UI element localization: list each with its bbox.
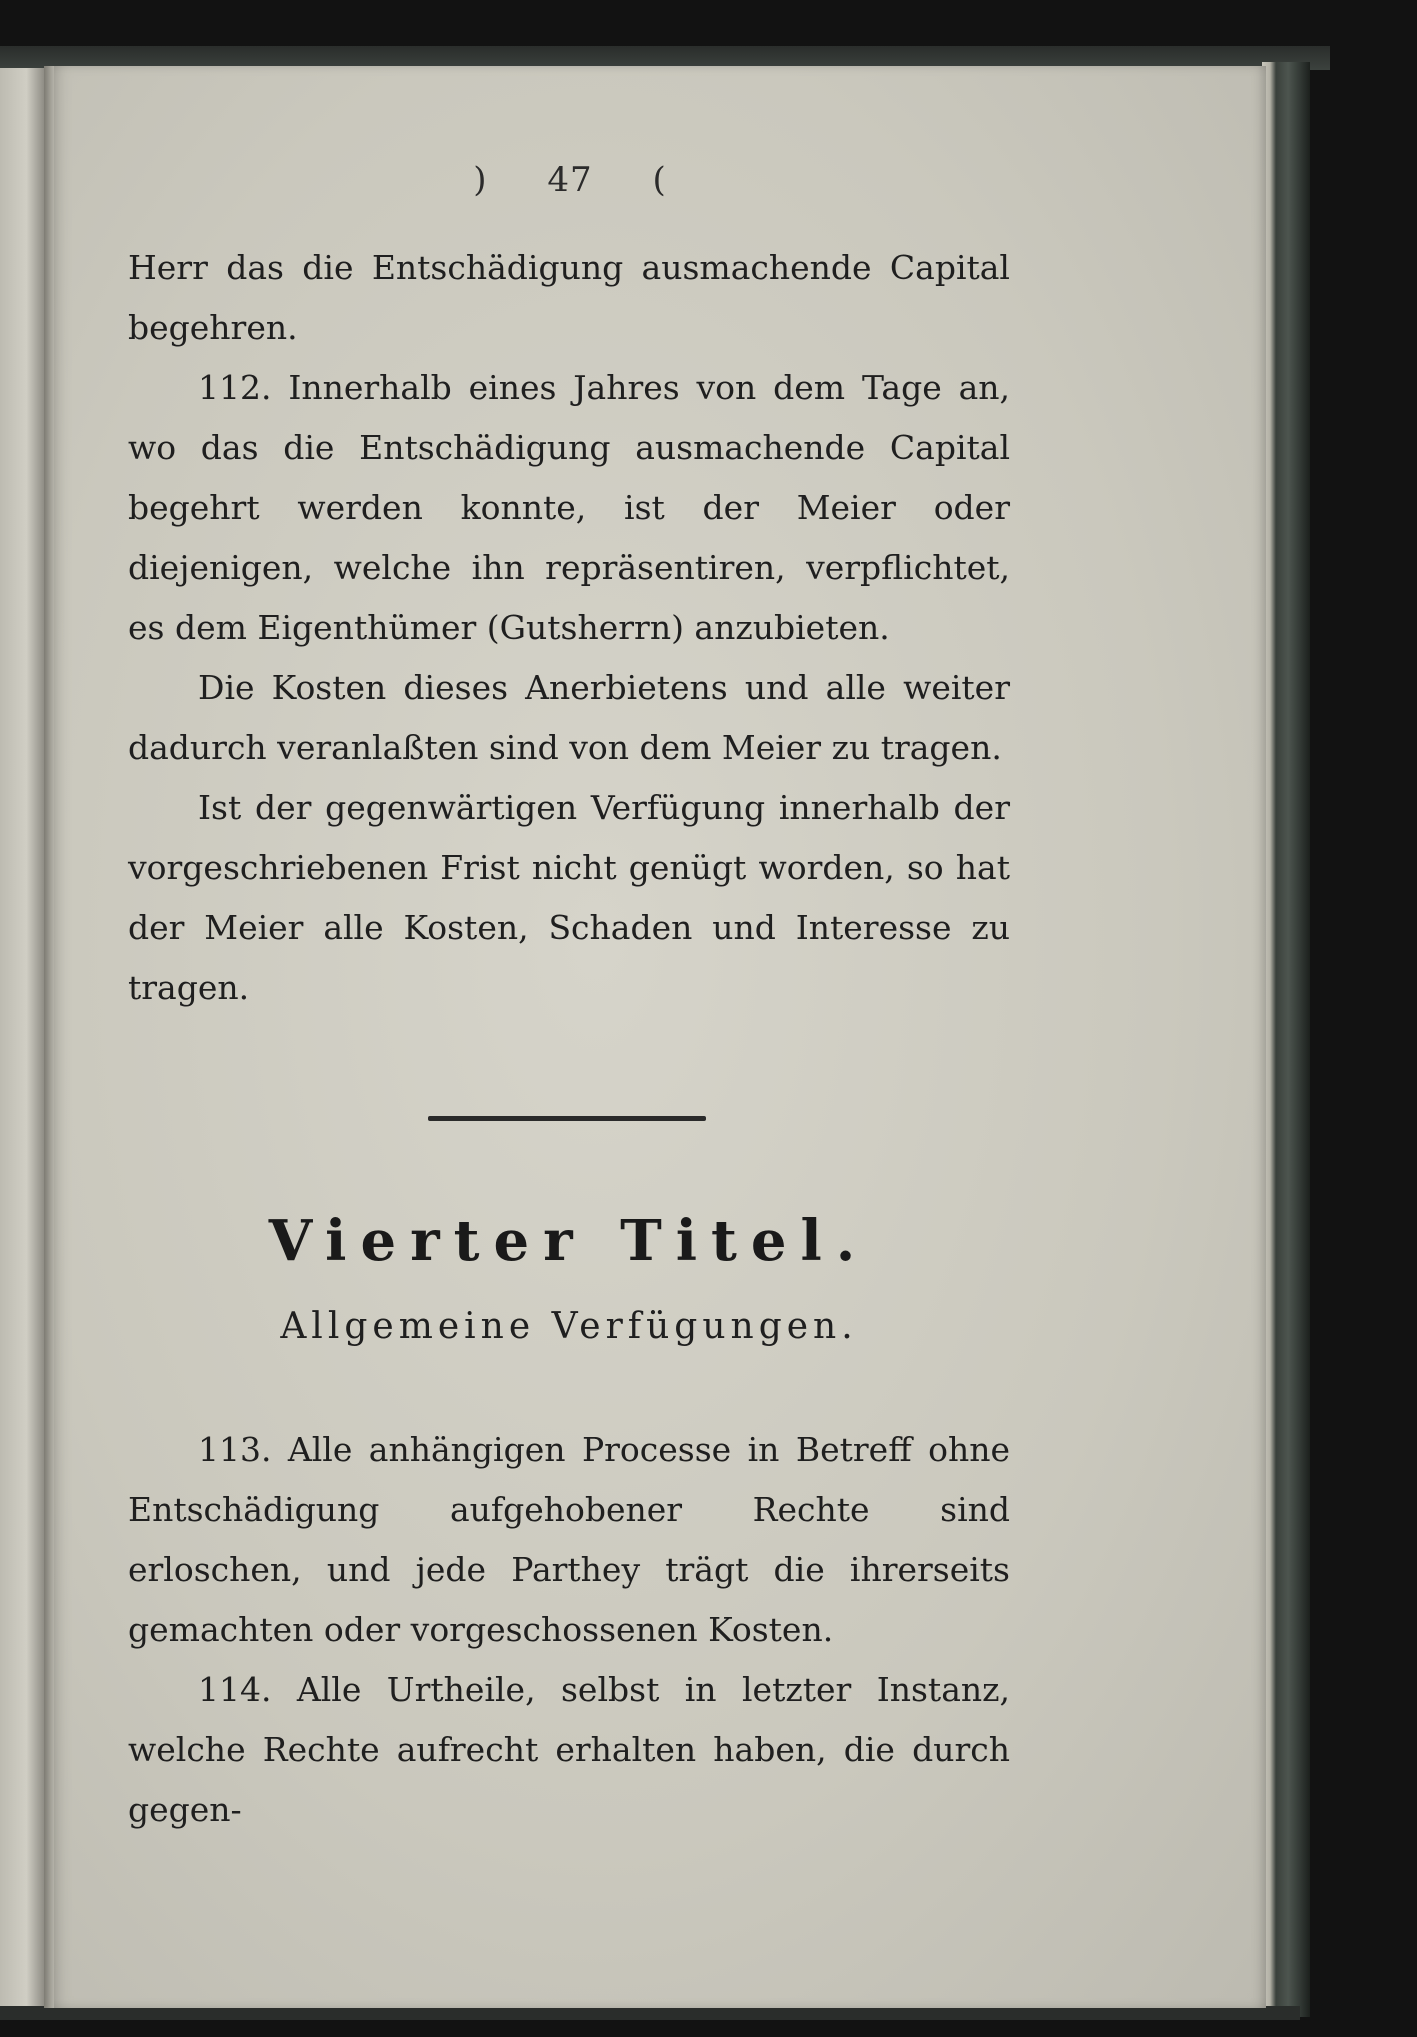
paragraph-costs: Die Kosten dieses Anerbietens und alle weiter dadurch veranlaßten sind von dem Meier zu tragen.: [128, 668, 1010, 767]
section-title: Vierter Titel.: [268, 1208, 870, 1274]
paragraph-deadline: Ist der gegenwärtigen Verfügung innerhalb der vorgeschriebenen Frist nicht genügt worden, so hat der Meier alle Kosten, Schaden und Interesse zu tragen.: [128, 788, 1010, 1007]
section-subtitle: Allgemeine Verfügungen.: [280, 1306, 858, 1347]
page-gutter: [44, 66, 54, 2008]
book-cover-bottom-edge: [0, 2006, 1300, 2020]
paragraph-112: 112. Innerhalb eines Jahres von dem Tage an, wo das die Entschädigung ausmachende Capital begehrt werden konnte, ist der Meier oder diejenigen, welche ihn repräsentiren, verpflichtet, es dem Eigenthümer (Gutsherrn) anzubieten.: [128, 368, 1010, 647]
paragraph-114: 114. Alle Urtheile, selbst in letzter Instanz, welche Rechte aufrecht erhalten haben, die durch gegen-: [128, 1670, 1010, 1829]
page-number: 47: [547, 160, 593, 200]
paragraph-113: 113. Alle anhängigen Processe in Betreff ohne Entschädigung aufgehobener Rechte sind erloschen, und jede Parthey trägt die ihrerseits gemachten oder vorgeschossenen Kosten.: [128, 1430, 1010, 1649]
facing-page-edge: [0, 68, 44, 2008]
header-bracket-left: ): [473, 160, 488, 200]
paragraph-continuation: Herr das die Entschädigung ausmachende Capital begehren.: [128, 248, 1010, 347]
book-cover-right-edge: [1262, 62, 1310, 2017]
running-header: [420, 160, 720, 200]
text-block-bottom: [128, 1420, 1010, 1840]
section-divider-rule: [428, 1116, 706, 1121]
header-bracket-right: (: [652, 160, 667, 200]
text-block-top: [128, 238, 1010, 1018]
